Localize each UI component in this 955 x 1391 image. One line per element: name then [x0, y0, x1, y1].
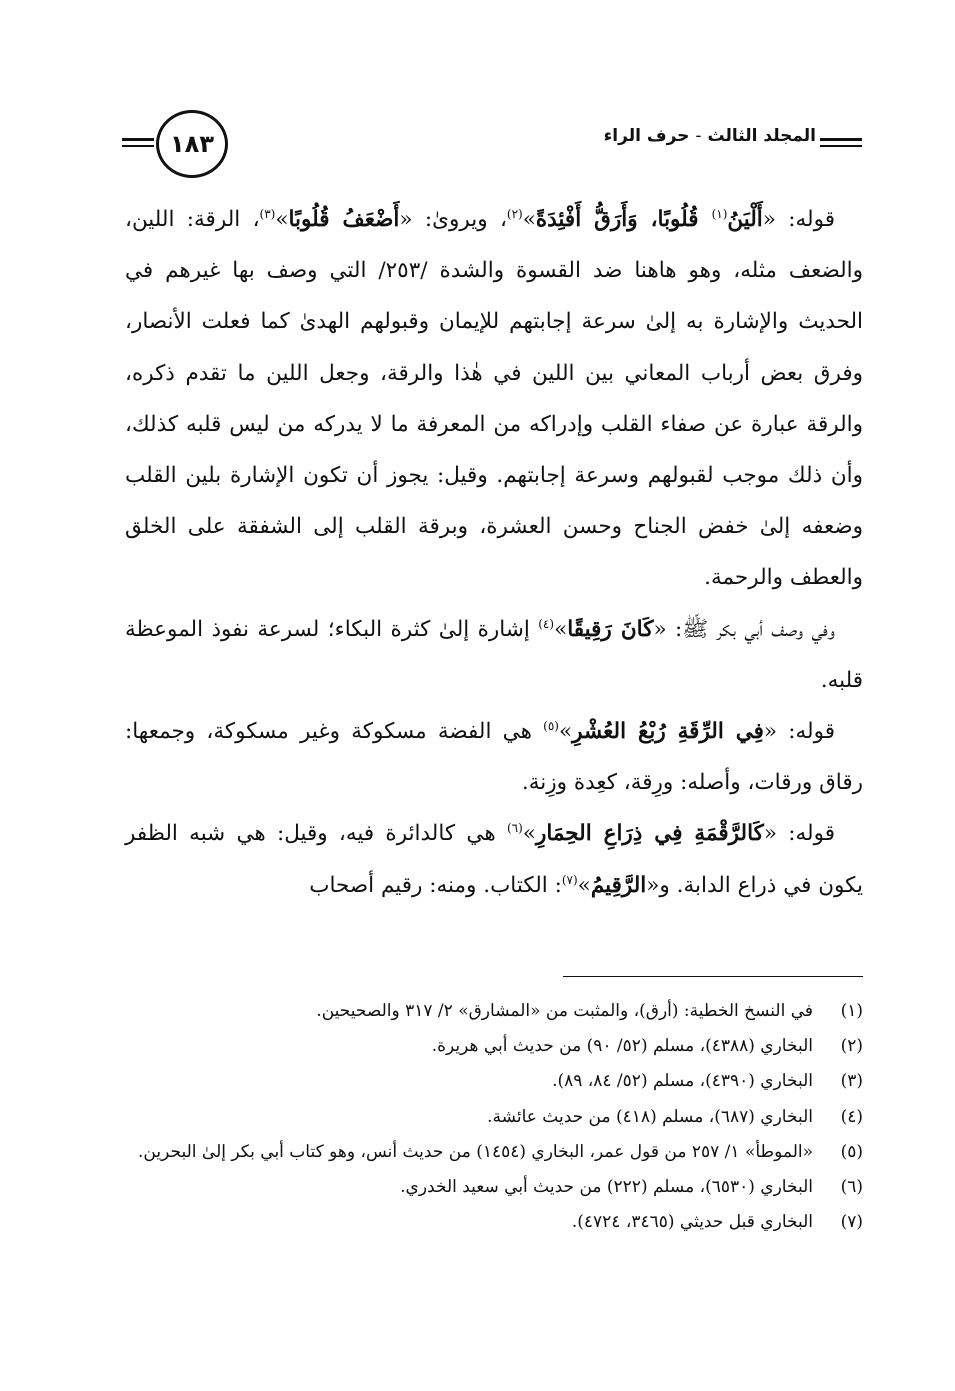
footnote-item: [125, 1029, 863, 1064]
text-run: هي كالدائرة فيه، وقيل: هي شبه الظفر يكون في ذراع الدابة. و«: [125, 821, 863, 898]
text-run: »: [554, 616, 568, 642]
text-run: »: [522, 821, 536, 847]
footnote-reference[interactable]: (١): [711, 206, 728, 221]
footnote-list: [125, 994, 863, 1240]
paragraph: [125, 808, 863, 910]
header-rule: [122, 145, 154, 147]
hadith-quote: قُلُوبًا، وَأَرَقُّ أَفْئِدَةً: [535, 207, 712, 232]
text-run: قوله: «: [762, 207, 835, 232]
text-run: قوله: «: [763, 719, 835, 745]
paragraph: [125, 604, 863, 706]
paragraph: [125, 706, 863, 808]
page-number-badge: [156, 110, 228, 178]
footnote-text: البخاري (٦٥٣٠)، مسلم (٢٢٢) من حديث أبي سعيد الخدري.: [400, 1177, 813, 1198]
header-rule: [820, 145, 862, 147]
page-number: ١٨٣: [170, 130, 214, 158]
footnote-text: البخاري (٤٣٨٨)، مسلم (٥٢/ ٩٠) من حديث أبي هريرة.: [431, 1036, 813, 1057]
text-run: »: [577, 872, 591, 898]
footnote-number: (٤): [840, 1106, 863, 1127]
text-run: وفي وصف أبي بكر ﷺ: «: [653, 616, 835, 642]
hadith-quote: الرَّقِيمُ: [590, 872, 647, 898]
footnote-number: (٦): [840, 1177, 863, 1198]
footnote-reference[interactable]: (٥): [543, 718, 559, 733]
footnote-text: «الموطأ» ١/ ٢٥٧ من قول عمر، البخاري (١٤٥٤) من حديث أنس، وهو كتاب أبي بكر إلىٰ البحرين.: [138, 1141, 813, 1162]
footnote-divider: [563, 976, 863, 977]
text-run: هي الفضة مسكوكة وغير مسكوكة، وجمعها: رقاق ورقات، وأصله: ورِقة، كعِدة وزِنة.: [125, 719, 863, 796]
footnote-item: [125, 1064, 863, 1099]
volume-label: المجلد الثالث: [707, 126, 816, 146]
footnote-item: [125, 1170, 863, 1205]
title-separator: -: [695, 126, 702, 146]
text-run: إشارة إلىٰ كثرة البكاء؛ لسرعة نفوذ الموعظة قلبه.: [125, 616, 863, 693]
running-title: [604, 126, 816, 146]
paragraph: [125, 194, 863, 604]
page-header: [122, 108, 862, 184]
chapter-label: حرف الراء: [603, 126, 690, 146]
footnote-reference[interactable]: (٤): [538, 616, 555, 631]
footnote-number: (٢): [840, 1036, 863, 1057]
text-run: »: [522, 207, 536, 232]
footnote-item: [125, 1205, 863, 1240]
footnote-reference[interactable]: (٧): [561, 872, 578, 887]
footnote-reference[interactable]: (٣): [259, 206, 276, 221]
text-run: ، ويروىٰ: «: [399, 207, 507, 232]
text-run: »: [558, 719, 573, 745]
hadith-quote: فِي الرِّقَةِ رُبْعُ العُشْرِ: [572, 719, 764, 745]
footnote-item: [125, 994, 863, 1029]
footnote-number: (٣): [840, 1071, 863, 1092]
footnote-text: البخاري قبل حديثي (٣٤٦٥، ٤٧٢٤).: [571, 1212, 813, 1233]
text-run: ، الرقة: اللين، والضعف مثله، وهو هاهنا ضد القسوة والشدة /٢٥٣/ التي وصف بها غيرهم في الحديث والإشارة به إلىٰ سرعة إجابتهم للإيمان وقبولهم الهدىٰ كما فعلت الأنصار، وفرق بعض أرباب المعاني بين اللين في هٰذا والرقة، وجعل اللين ما تقدم ذكره، والرقة عبارة عن صفاء القلب وإدراكه من المعرفة ما لا يدركه من ليس قلبه كذلك، وأن ذلك موجب لقبولهم وسرعة إجابتهم. وقيل: يجوز أن تكون الإشارة بلين القلب وضعفه إلىٰ خفض الجناح وحسن العشرة، وبرقة القلب إلى الشفقة على الخلق والعطف والرحمة.: [125, 207, 864, 591]
text-run: قوله: «: [763, 821, 835, 847]
hadith-quote: أَضْعَفُ قُلُوبًا: [288, 207, 400, 232]
hadith-quote: كَانَ رَقِيقًا: [567, 616, 654, 642]
hadith-quote: أَلْيَنُ: [727, 207, 763, 232]
footnote-text: البخاري (٤٣٩٠)، مسلم (٥٢/ ٨٤، ٨٩).: [552, 1071, 813, 1092]
header-rule: [122, 138, 154, 141]
footnote-number: (٧): [840, 1212, 863, 1233]
footnote-number: (٥): [840, 1141, 863, 1162]
footnotes: [125, 994, 863, 1240]
footnote-item: [125, 1100, 863, 1135]
footnote-text: في النسخ الخطية: (أرق)، والمثبت من «المشارق» ٢/ ٣١٧ والصحيحين.: [316, 1001, 813, 1021]
footnote-text: البخاري (٦٨٧)، مسلم (٤١٨) من حديث عائشة.: [487, 1106, 813, 1127]
header-rule: [820, 138, 862, 141]
main-text: [125, 194, 863, 911]
text-run: »: [275, 207, 289, 232]
footnote-reference[interactable]: (٢): [506, 206, 523, 221]
hadith-quote: كَالرَّقْمَةِ فِي ذِرَاعِ الحِمَارِ: [535, 821, 764, 847]
footnote-reference[interactable]: (٦): [506, 821, 523, 836]
text-run: : الكتاب. ومنه: رقيم أصحاب: [309, 872, 562, 898]
footnote-item: [125, 1135, 863, 1170]
footnote-number: (١): [840, 1001, 863, 1021]
